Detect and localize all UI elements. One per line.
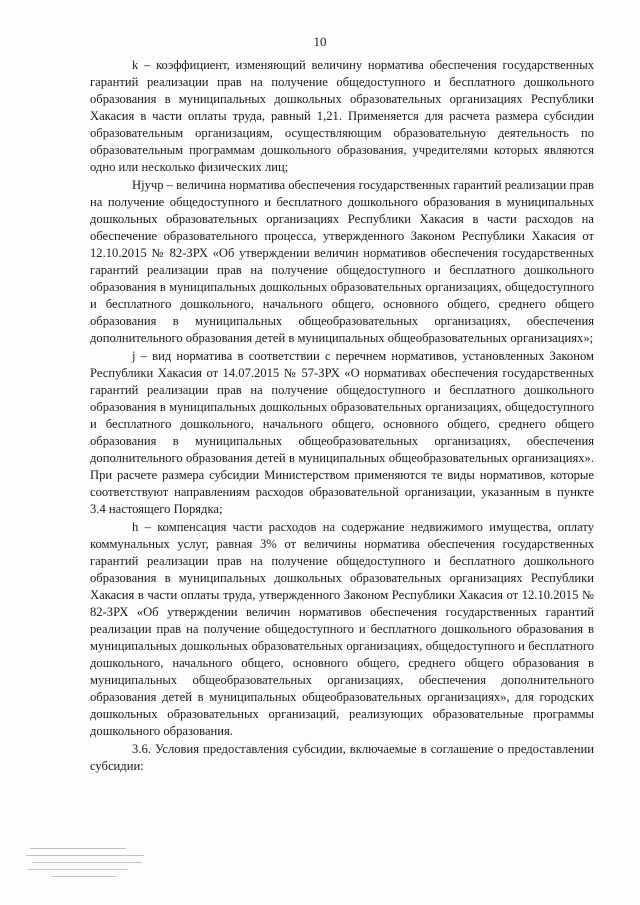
- paragraph-h-compensation: h – компенсация части расходов на содержание недвижимого имущества, оплату коммунальных услуг, равная 3% от величины норматива обеспечения государственных гарантий реализации прав на получение общедоступного и бесплатного дошкольного образования в муниципальных дошкольных образовательных организациях Республики Хакасия в части оплаты труда, утвержденного Законом Республики Хакасия от 12.10.2015 № 82-ЗРХ «Об утверждении величин нормативов обеспечения государственных гарантий реализации прав на получение общедоступного и бесплатного дошкольного образования в муниципальных дошкольных образовательных организациях, общедоступного и бесплатного дошкольного, начального общего, основного общего, среднего общего образования в муниципальных общеобразовательных организациях, обеспечения дополнительного образования детей в муниципальных общеобразовательных организациях», для городских дошкольных образовательных организаций, реализующих образовательные программы дошкольного образования.: [90, 519, 594, 739]
- page-number: 10: [313, 34, 327, 49]
- paragraph-k-coefficient: k – коэффициент, изменяющий величину норматива обеспечения государственных гарантий реализации прав на получение общедоступного и бесплатного дошкольного образования в муниципальных дошкольных образовательных организациях Республики Хакасия в части оплаты труда, равный 1,21. Применяется для расчета размера субсидии образовательным организациям, осуществляющим образовательную деятельность по образовательным программам дошкольного образования, учредителями которых являются одно или несколько физических лиц;: [90, 58, 594, 175]
- paragraph-j-norm-type: j – вид норматива в соответствии с перечнем нормативов, установленных Законом Республики Хакасия от 14.07.2015 № 57-ЗРХ «О нормативах обеспечения государственных гарантий реализации прав на получение общедоступного и бесплатного дошкольного образования в муниципальных дошкольных образовательных организациях, общедоступного и бесплатного дошкольного, начального общего, основного общего, среднего общего образования в муниципальных общеобразовательных организациях, обеспечения дополнительного образования детей в муниципальных общеобразовательных организациях». При расчете размера субсидии Министерством применяются те виды нормативов, которые соответствуют направлениям расходов образовательной организации, указанным в пункте 3.4 настоящего Порядка;: [90, 348, 594, 517]
- document-body: [90, 57, 594, 775]
- faint-stamp-mark: [22, 842, 162, 884]
- paragraph-hj-norm: Hjучр – величина норматива обеспечения государственных гарантий реализации прав на получение общедоступного и бесплатного дошкольного образования в муниципальных дошкольных образовательных организациях Республики Хакасия в части расходов на обеспечение образовательного процесса, утвержденного Законом Республики Хакасия от 12.10.2015 № 82-ЗРХ «Об утверждении величин нормативов обеспечения государственных гарантий реализации прав на получение общедоступного и бесплатного дошкольного образования в муниципальных дошкольных образовательных организациях, общедоступного и бесплатного дошкольного, начального общего, основного общего, среднего общего образования в муниципальных общеобразовательных организациях, обеспечения дополнительного образования детей в муниципальных общеобразовательных организациях»;: [90, 177, 595, 346]
- paragraph-section-3-6: 3.6. Условия предоставления субсидии, включаемые в соглашение о предоставлении субсидии:: [90, 741, 594, 773]
